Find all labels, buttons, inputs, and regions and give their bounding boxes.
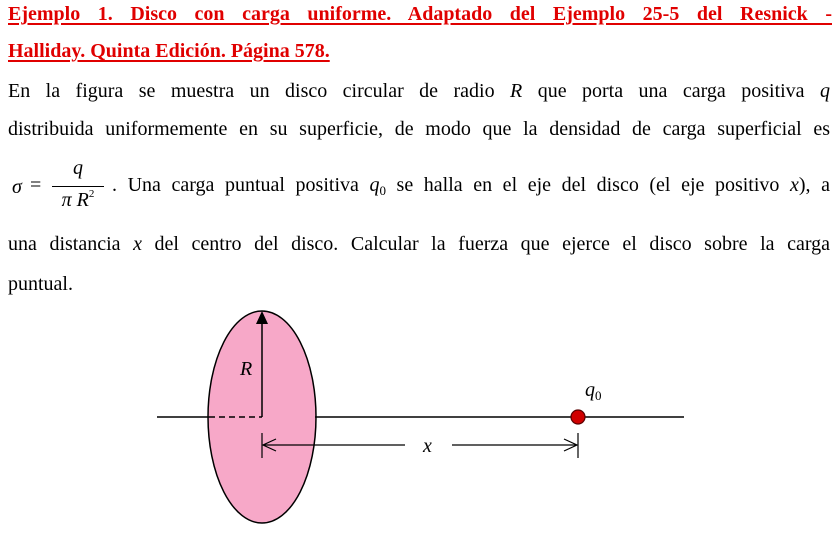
example-title-line-1: Ejemplo 1. Disco con carga uniforme. Adaptado del Ejemplo 25-5 del Resnick - <box>8 3 832 25</box>
radius-label: R <box>240 358 253 380</box>
charge-label-q: q <box>585 379 595 401</box>
charge-label-subscript: 0 <box>595 388 602 403</box>
pi-symbol: π <box>61 189 72 211</box>
point-charge-variable: q <box>369 174 380 196</box>
point-charge <box>571 410 585 424</box>
text-run: una distancia <box>8 233 134 255</box>
radius-symbol: R <box>76 189 89 211</box>
text-run: ), a <box>798 174 830 196</box>
subscript: 0 <box>379 183 386 198</box>
text-run: que porta una carga positiva <box>522 80 820 102</box>
sigma-symbol: σ <box>12 176 22 198</box>
fraction-numerator: q <box>73 157 83 179</box>
distance-variable: x <box>133 233 142 255</box>
radius-variable: R <box>510 80 523 102</box>
paragraph-line-2: distribuida uniformemente en su superficie, de modo que la densidad de carga superficial es <box>8 118 830 140</box>
x-variable: x <box>789 174 799 196</box>
distance-label: x <box>423 435 432 457</box>
text-run: se halla en el eje del disco (el eje positivo <box>385 174 790 196</box>
exponent: 2 <box>88 188 95 200</box>
text-run: . Una carga puntual positiva <box>112 174 370 196</box>
text-run: En la figura se muestra un disco circular de radio <box>8 80 511 102</box>
charge-label <box>585 379 602 403</box>
equals-sign: = <box>30 174 42 196</box>
paragraph-line-5: puntual. <box>8 273 73 295</box>
text-run: del centro del disco. Calcular la fuerza que ejerce el disco sobre la carga <box>141 233 830 255</box>
charge-variable: q <box>820 80 830 102</box>
example-title-line-2: Halliday. Quinta Edición. Página 578. <box>8 40 330 62</box>
